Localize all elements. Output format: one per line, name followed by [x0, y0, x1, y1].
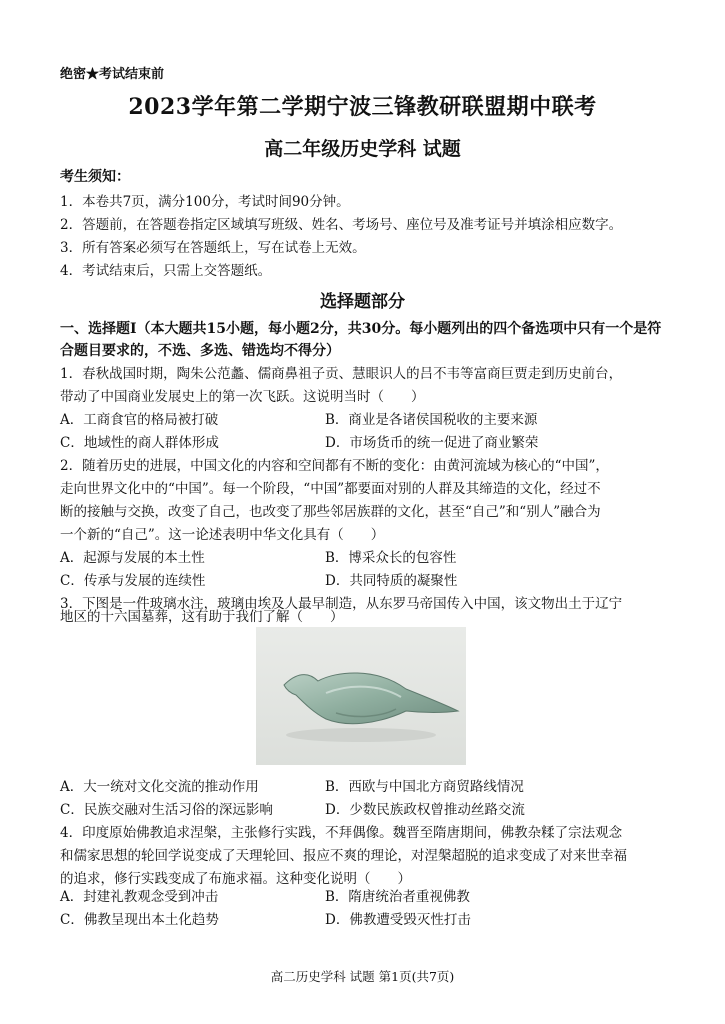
part-heading: 一、选择题Ⅰ（本大题共15小题，每小题2分，共30分。每小题列出的四个备选项中只有一个是符合题目要求的，不选、多选、错选均不得分） [60, 321, 662, 359]
notice-item: 4．考试结束后，只需上交答题纸。 [60, 263, 272, 279]
exam-title: 2023学年第二学期宁波三锋教研联盟期中联考 [128, 94, 597, 120]
question-3-option-a: A．大一统对文化交流的推动作用 [60, 779, 259, 795]
question-2-stem: 一个新的“自己”。这一论述表明中华文化具有（ ） [60, 527, 385, 543]
question-4-option-d: D．佛教遭受毁灭性打击 [325, 912, 471, 928]
question-4-stem: 和儒家思想的轮回学说变成了天理轮回、报应不爽的理论，对涅槃超脱的追求变成了对来世幸福 [60, 848, 627, 864]
question-4-option-a: A．封建礼教观念受到冲击 [60, 889, 219, 905]
question-3-stem: 地区的十六国墓葬，这有助于我们了解（ ） [60, 609, 344, 625]
question-1-option-c: C．地域性的商人群体形成 [60, 435, 219, 451]
page-footer: 高二历史学科 试题 第1页(共7页) [270, 969, 455, 984]
glass-vessel-image [256, 627, 466, 765]
question-4-stem: 的追求，修行实践变成了布施求福。这种变化说明（ ） [60, 871, 411, 887]
question-3-stem: 3．下图是一件玻璃水注，玻璃由埃及人最早制造，从东罗马帝国传入中国，该文物出土于辽宁 [60, 596, 623, 612]
notice-item: 1．本卷共7页，满分100分，考试时间90分钟。 [60, 194, 350, 210]
confidential-mark: 绝密★考试结束前 [60, 67, 165, 82]
notice-item: 2．答题前，在答题卷指定区域填写班级、姓名、考场号、座位号及准考证号并填涂相应数字。 [60, 217, 623, 233]
question-3-option-c: C．民族交融对生活习俗的深远影响 [60, 802, 273, 818]
glass-vessel-photo [256, 627, 466, 765]
question-1-option-a: A．工商食官的格局被打破 [60, 412, 219, 428]
question-2-option-d: D．共同特质的凝聚性 [325, 573, 458, 589]
question-4-option-b: B．隋唐统治者重视佛教 [325, 889, 470, 905]
question-1-option-b: B．商业是各诸侯国税收的主要来源 [325, 412, 538, 428]
question-2-option-c: C．传承与发展的连续性 [60, 573, 206, 589]
question-3-option-d: D．少数民族政权曾推动丝路交流 [325, 802, 525, 818]
question-3-option-b: B．西欧与中国北方商贸路线情况 [325, 779, 524, 795]
section-title: 选择题部分 [320, 292, 405, 312]
exam-subtitle: 高二年级历史学科 试题 [264, 138, 461, 160]
notice-item: 3．所有答案必须写在答题纸上，写在试卷上无效。 [60, 240, 366, 256]
question-4-option-c: C．佛教呈现出本土化趋势 [60, 912, 219, 928]
question-1-option-d: D．市场货币的统一促进了商业繁荣 [325, 435, 539, 451]
question-2-stem: 走向世界文化中的“中国”。每一个阶段，“中国”都要面对别的人群及其缔造的文化，经过不 [60, 481, 601, 497]
question-2-stem: 断的接触与交换，改变了自己，也改变了那些邻居族群的文化，甚至“自己”和“别人”融合为 [60, 504, 601, 520]
question-2-option-a: A．起源与发展的本土性 [60, 550, 205, 566]
question-2-stem: 2．随着历史的进展，中国文化的内容和空间都有不断的变化：由黄河流域为核心的“中国”， [60, 458, 609, 474]
question-1-stem: 1．春秋战国时期，陶朱公范蠡、儒商鼻祖子贡、慧眼识人的吕不韦等富商巨贾走到历史前台， [60, 366, 623, 382]
question-1-stem: 带动了中国商业发展史上的第一次飞跃。这说明当时（ ） [60, 389, 425, 405]
question-2-option-b: B．博采众长的包容性 [325, 550, 457, 566]
question-4-stem: 4．印度原始佛教追求涅槃，主张修行实践，不拜偶像。魏晋至隋唐期间，佛教杂糅了宗法观念 [60, 825, 623, 841]
notice-heading: 考生须知： [60, 169, 130, 185]
